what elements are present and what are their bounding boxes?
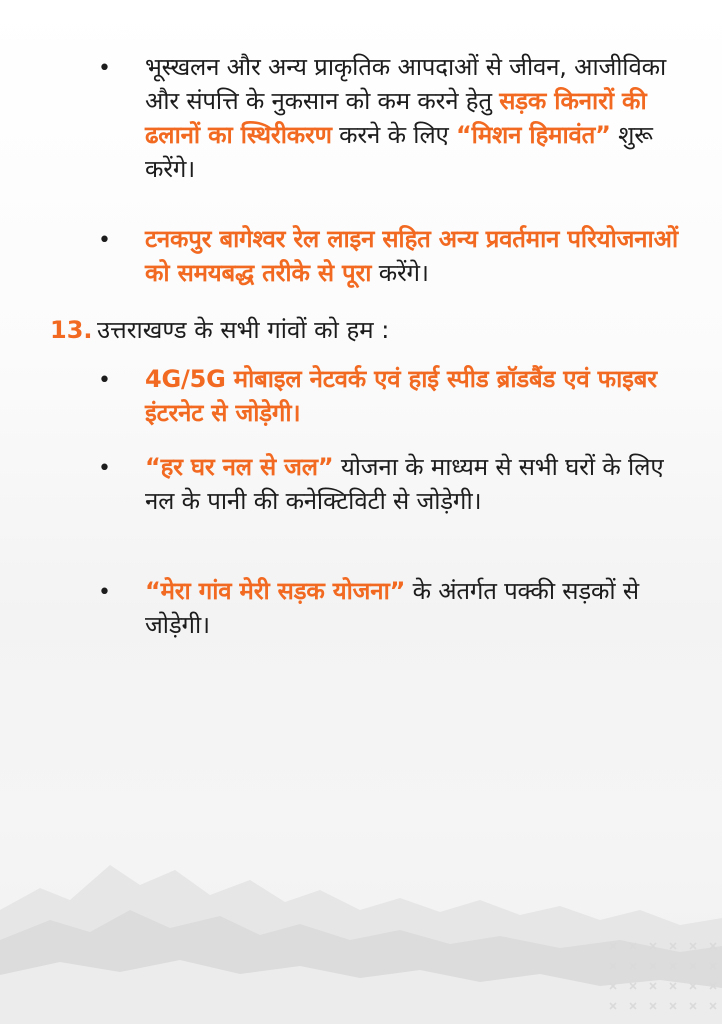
bullet-icon: • bbox=[98, 56, 111, 81]
item-text: योजना के माध्यम से सभी घरों के लिए नल के पानी की कनेक्टिविटी से जोड़ेगी। bbox=[145, 453, 664, 515]
item-text: करेंगे। bbox=[371, 259, 429, 287]
item-text: के अंतर्गत पक्की सड़कों से जोड़ेगी। bbox=[145, 577, 639, 639]
list-item bbox=[145, 50, 690, 186]
section-number: 13. bbox=[50, 316, 93, 344]
bullet-icon: • bbox=[98, 456, 111, 481]
item-text: शुरू करेंगे। bbox=[145, 121, 653, 183]
list-item bbox=[145, 362, 690, 430]
item-text: भूस्खलन और अन्य प्राकृतिक आपदाओं से जीवन, आजीविका और संपत्ति के नुकसान को कम करने हेतु bbox=[145, 53, 667, 115]
list-item bbox=[145, 450, 690, 518]
section-heading: उत्तराखण्ड के सभी गांवों को हम : bbox=[97, 316, 390, 344]
list-item bbox=[145, 222, 690, 290]
bullet-icon: • bbox=[98, 580, 111, 605]
cross-pattern-icon bbox=[600, 935, 722, 1024]
item-text: करने के लिए bbox=[331, 121, 457, 149]
item-highlight: “मेरा गांव मेरी सड़क योजना” bbox=[145, 577, 406, 605]
item-highlight: सड़क किनारों की ढलानों का स्थिरीकरण bbox=[145, 87, 647, 149]
item-highlight: “हर घर नल से जल” bbox=[145, 453, 334, 481]
item-highlight: 4G/5G मोबाइल नेटवर्क एवं हाई स्पीड ब्रॉडबैंड एवं फाइबर इंटरनेट से जोड़ेगी। bbox=[145, 365, 657, 427]
bullet-icon: • bbox=[98, 368, 111, 393]
list-item bbox=[145, 574, 690, 642]
item-highlight: टनकपुर बागेश्वर रेल लाइन सहित अन्य प्रवर्तमान परियोजनाओं को समयबद्ध तरीके से पूरा bbox=[145, 225, 678, 287]
bullet-icon: • bbox=[98, 228, 111, 253]
item-highlight: “मिशन हिमावंत” bbox=[456, 121, 611, 149]
